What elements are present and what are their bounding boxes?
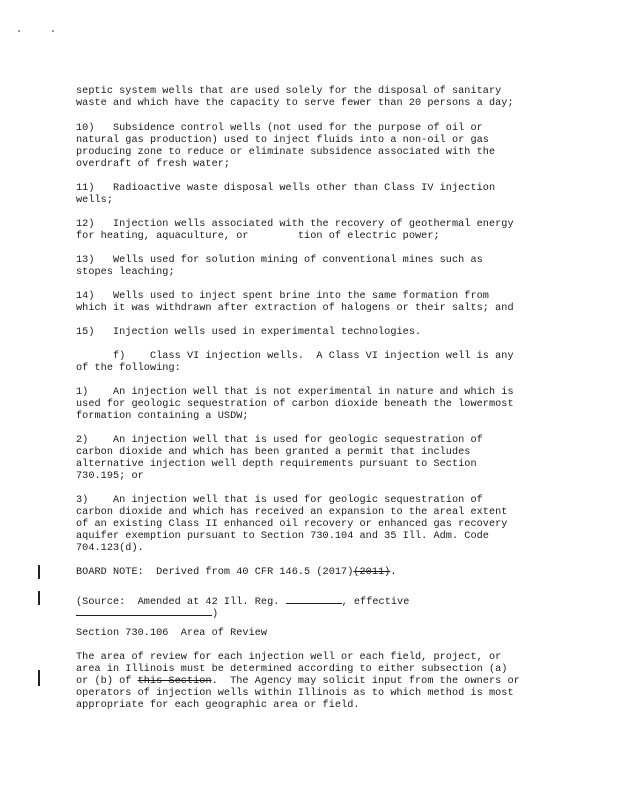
source-note-text: (Source: Amended at 42 Ill. Reg. <box>76 597 286 608</box>
scan-artifact <box>18 30 20 32</box>
text-line: 1) An injection well that is not experimental in nature and which is <box>76 387 514 398</box>
text-line: 15) Injection wells used in experimental technologies. <box>76 327 422 338</box>
section-heading: Section 730.106 Area of Review <box>76 628 268 639</box>
text-line: waste and which have the capacity to serve fewer than 20 persons a day; <box>76 98 514 109</box>
effective-date-blank <box>76 605 212 616</box>
text-line: 3) An injection well that is used for geologic sequestration of <box>76 495 483 506</box>
text-line: 730.195; or <box>76 471 144 482</box>
board-note-end: . <box>390 567 397 578</box>
board-note-text: BOARD NOTE: Derived from 40 CFR 146.5 (2017) <box>76 567 354 578</box>
change-bar <box>38 565 40 579</box>
text-line: which it was withdrawn after extraction of halogens or their salts; and <box>76 303 514 314</box>
text-line: carbon dioxide and which has received an expansion to the areal extent <box>76 507 508 518</box>
struck-text: this Section <box>137 676 212 687</box>
text-line: 2) An injection well that is used for geologic sequestration of <box>76 435 483 446</box>
text-line: producing zone to reduce or eliminate subsidence associated with the <box>76 147 496 158</box>
text-line: overdraft of fresh water; <box>76 159 231 170</box>
text-line-with-strike <box>76 676 520 688</box>
text-line: used for geologic sequestration of carbon dioxide beneath the lowermost <box>76 399 514 410</box>
text-line: of the following: <box>76 363 181 374</box>
text-line: 704.123(d). <box>76 543 144 554</box>
text-line: aquifer exemption pursuant to Section 730.104 and 35 Ill. Adm. Code <box>76 531 489 542</box>
change-bar <box>38 591 40 605</box>
scan-artifact <box>52 30 54 32</box>
text-line: septic system wells that are used solely for the disposal of sanitary <box>76 86 502 97</box>
text-line: 14) Wells used to inject spent brine into the same formation from <box>76 291 489 302</box>
text-line: 11) Radioactive waste disposal wells other than Class IV injection <box>76 183 496 194</box>
text-line: The area of review for each injection well or each field, project, or <box>76 652 502 663</box>
text-segment: or (b) of <box>76 676 138 687</box>
text-segment: . The Agency may solicit input from the owners or <box>211 676 520 687</box>
text-line: natural gas production) used to inject fluids into a non-oil or gas <box>76 135 489 146</box>
text-line: formation containing a USDW; <box>76 411 249 422</box>
text-line: alternative injection well depth requirements pursuant to Section <box>76 459 477 470</box>
text-line: wells; <box>76 195 113 206</box>
text-line: area in Illinois must be determined according to either subsection (a) <box>76 664 508 675</box>
source-note-effective: , effective <box>341 597 410 608</box>
board-note <box>76 567 397 579</box>
source-note-line2 <box>76 605 218 621</box>
text-line: 12) Injection wells associated with the recovery of geothermal energy <box>76 219 514 230</box>
text-line: for heating, aquaculture, or tion of electric power; <box>76 231 440 242</box>
register-page-blank <box>286 593 342 604</box>
source-note-close: ) <box>212 609 219 620</box>
text-line: carbon dioxide and which has been granted a permit that includes <box>76 447 471 458</box>
subsection-heading: f) Class VI injection wells. A Class VI injection well is any <box>76 351 514 362</box>
text-line: stopes leaching; <box>76 267 175 278</box>
change-bar <box>38 670 40 686</box>
text-line: 10) Subsidence control wells (not used for the purpose of oil or <box>76 123 483 134</box>
text-line: appropriate for each geographic area or field. <box>76 700 360 711</box>
text-line: of an existing Class II enhanced oil recovery or enhanced gas recovery <box>76 519 508 530</box>
struck-text: (2011) <box>353 567 391 578</box>
text-line: 13) Wells used for solution mining of conventional mines such as <box>76 255 483 266</box>
text-line: operators of injection wells within Illinois as to which method is most <box>76 688 514 699</box>
